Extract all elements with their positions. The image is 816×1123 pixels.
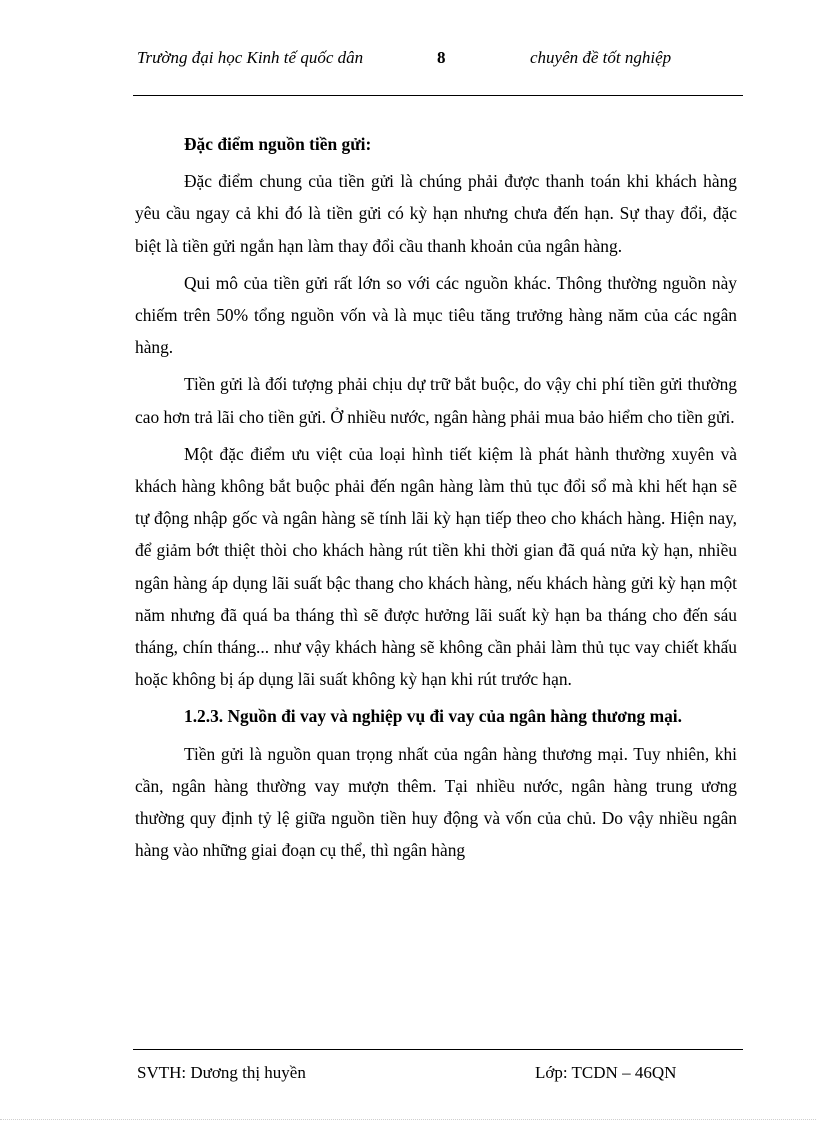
section-heading-1-2-3: 1.2.3. Nguồn đi vay và nghiệp vụ đi vay của ngân hàng thương mại. <box>184 706 682 727</box>
paragraph: Tiền gửi là đối tượng phải chịu dự trữ bắt buộc, do vậy chi phí tiền gửi thường cao hơn trả lãi cho tiền gửi. Ở nhiều nước, ngân hàng phải mua bảo hiểm cho tiền gửi. <box>135 374 737 427</box>
header-university: Trường đại học Kinh tế quốc dân <box>137 48 364 67</box>
paragraph: Đặc điểm chung của tiền gửi là chúng phải được thanh toán khi khách hàng yêu cầu ngay cả khi đó là tiền gửi có kỳ hạn nhưng chưa đến hạn. Sự thay đổi, đặc biệt là tiền gửi ngắn hạn làm thay đổi cầu thanh khoản của ngân hàng. <box>135 171 737 256</box>
page-header <box>133 48 743 74</box>
paragraph: Qui mô của tiền gửi rất lớn so với các nguồn khác. Thông thường nguồn này chiếm trên 50% tổng nguồn vốn và là mục tiêu tăng trưởng hàng năm của các ngân hàng. <box>135 272 737 358</box>
page-body <box>135 128 737 871</box>
section-heading-deposit-characteristics: Đặc điểm nguồn tiền gửi: <box>184 134 372 154</box>
footer-student: SVTH: Dương thị huyền <box>137 1063 306 1082</box>
page-number: 8 <box>437 48 446 67</box>
footer-class: Lớp: TCDN – 46QN <box>535 1063 677 1082</box>
footer-rule <box>133 1049 743 1050</box>
page-bottom-border <box>0 1119 816 1120</box>
paragraph: Một đặc điểm ưu việt của loại hình tiết kiệm là phát hành thường xuyên và khách hàng không bắt buộc phải đến ngân hàng làm thủ tục đổi sổ mà khi hết hạn sẽ tự động nhập gốc và ngân hàng sẽ tính lãi kỳ hạn tiếp theo cho khách hàng. Hiện nay, để giảm bớt thiệt thòi cho khách hàng rút tiền khi thời gian đã quá nửa kỳ hạn, nhiều ngân hàng áp dụng lãi suất bậc thang cho khách hàng, nếu khách hàng gửi kỳ hạn một năm nhưng đã quá ba tháng thì sẽ được hưởng lãi suất kỳ hạn ba tháng cho đến sáu tháng, chín tháng... như vậy khách hàng sẽ không cần phải làm thủ tục vay chiết khấu hoặc không bị áp dụng lãi suất không kỳ hạn khi rút trước hạn. <box>135 443 737 690</box>
header-rule <box>133 95 743 96</box>
header-thesis-type: chuyên đề tốt nghiệp <box>530 48 672 67</box>
paragraph: Tiền gửi là nguồn quan trọng nhất của ngân hàng thương mại. Tuy nhiên, khi cần, ngân hàng thường vay mượn thêm. Tại nhiều nước, ngân hàng trung ương thường quy định tỷ lệ giữa nguồn tiền huy động và vốn của chủ. Do vậy nhiều ngân hàng vào những giai đoạn cụ thể, thì ngân hàng <box>135 743 737 861</box>
